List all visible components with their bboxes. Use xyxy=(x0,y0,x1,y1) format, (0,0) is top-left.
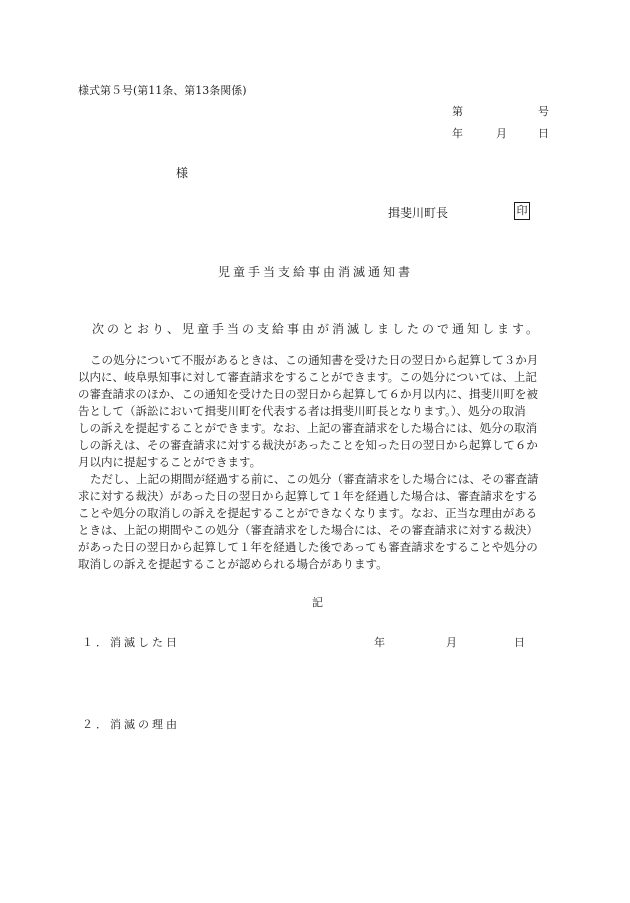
paragraph-line: しの訴えは、その審査請求に対する裁決があったことを知った日の翌日から起算して６か xyxy=(78,438,538,452)
recipient-honorific: 様 xyxy=(176,166,189,180)
paragraph-line: 以内に、岐阜県知事に対して審査請求をすることができます。この処分については、上記 xyxy=(78,370,537,384)
item-1-month-label: 月 xyxy=(446,636,457,649)
document-title: 児童手当支給事由消滅通知書 xyxy=(218,265,414,279)
item-1-label: １．消滅した日 xyxy=(82,636,180,649)
issuer-title: 揖斐川町長 xyxy=(388,206,449,220)
item-1-year-label: 年 xyxy=(374,636,385,649)
number-suffix: 号 xyxy=(538,105,549,118)
paragraph-line: ときは、上記の期間やこの処分（審査請求をした場合には、その審査請求に対する裁決） xyxy=(78,523,538,537)
item-1-day-label: 日 xyxy=(514,636,525,649)
paragraph-line: があった日の翌日から起算して１年を経過した後であっても審査請求をすることや処分の xyxy=(78,540,538,554)
intro-text: 次のとおり、児童手当の支給事由が消滅しましたので通知します。 xyxy=(92,322,542,336)
notice-paragraph-1 xyxy=(78,352,554,471)
paragraph-line: ただし、上記の期間が経過する前に、この処分（審査請求をした場合には、その審査請 xyxy=(90,472,539,486)
notice-paragraph-2 xyxy=(78,471,554,573)
item-2-label: ２．消滅の理由 xyxy=(82,718,180,731)
record-heading: 記 xyxy=(312,596,323,609)
form-number: 様式第５号(第11条、第13条関係) xyxy=(78,84,247,97)
seal-stamp: 印 xyxy=(514,202,530,220)
paragraph-line: の審査請求のほか、この通知を受けた日の翌日から起算して６か月以内に、揖斐川町を被 xyxy=(78,387,538,401)
paragraph-line: しの訴えを提起することができます。なお、上記の審査請求をした場合には、処分の取消 xyxy=(78,421,538,435)
paragraph-line: ことや処分の取消しの訴えを提起することができなくなります。なお、正当な理由がある xyxy=(78,506,538,520)
paragraph-line: 告として（訴訟において揖斐川町を代表する者は揖斐川町長となります。）、処分の取消 xyxy=(78,404,526,418)
paragraph-line: この処分について不服があるときは、この通知書を受けた日の翌日から起算して３か月 xyxy=(90,353,539,367)
date-year-label: 年 xyxy=(452,127,463,140)
paragraph-line: 月以内に提起することができます。 xyxy=(78,455,262,469)
date-month-label: 月 xyxy=(496,127,507,140)
date-day-label: 日 xyxy=(538,127,549,140)
paragraph-line: 求に対する裁決）があった日の翌日から起算して１年を経過した場合は、審査請求をする xyxy=(78,489,538,503)
paragraph-line: 取消しの訴えを提起することが認められる場合があります。 xyxy=(78,557,388,571)
number-prefix: 第 xyxy=(452,105,463,118)
